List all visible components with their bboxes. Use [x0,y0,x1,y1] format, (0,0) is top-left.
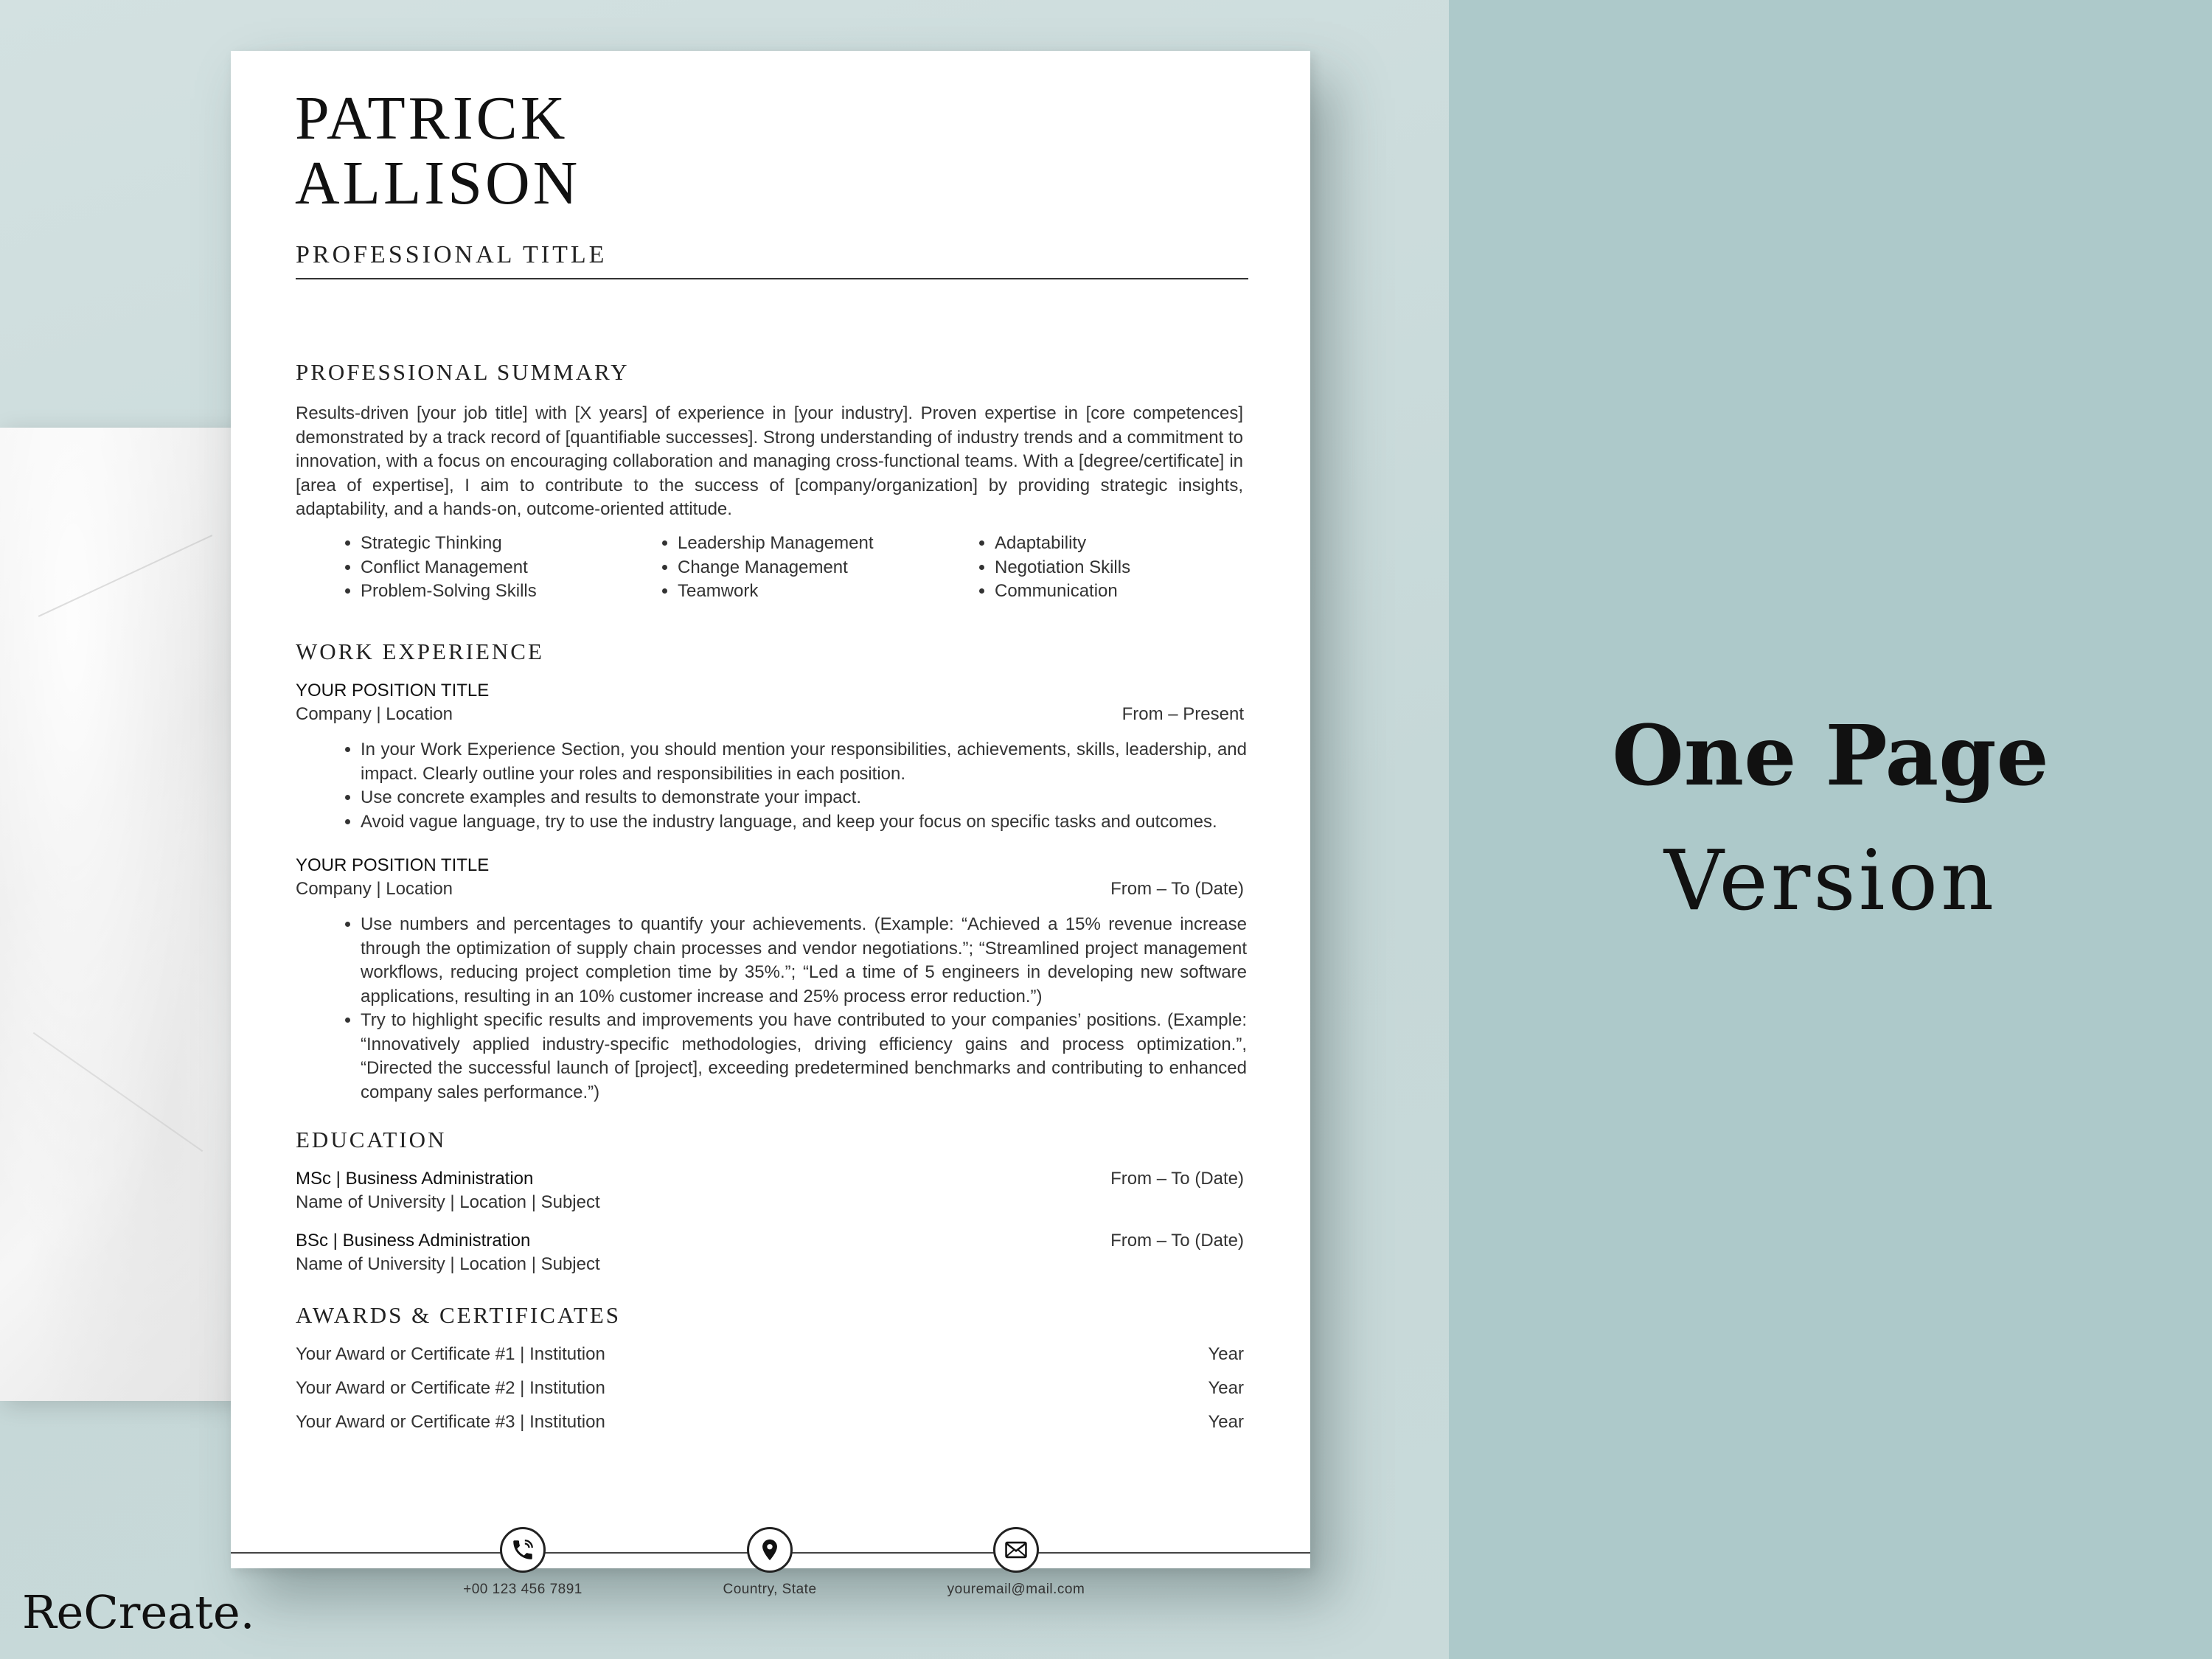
award-year: Year [1208,1412,1244,1432]
award-year: Year [1208,1344,1244,1364]
skill-item: • Leadership Management [678,532,930,556]
award-item [296,1378,1244,1399]
award-item [296,1412,1244,1433]
award-year: Year [1208,1378,1244,1398]
award-item [296,1344,1244,1365]
contact-phone-text: +00 123 456 7891 [463,1582,582,1597]
brand-logo-text: ReCreate. [22,1585,255,1639]
skills-list [296,532,1247,604]
education-item [296,1231,1244,1251]
education-dates: From – To (Date) [1110,1169,1244,1189]
education-dates: From – To (Date) [1110,1231,1244,1251]
job-bullet: • Use numbers and percentages to quantify your achievements. (Example: “Achieved a 15% revenue increase through the optimization of supply chain processes and vendor negotiations.”; “Streamlined project management workflows, reducing project completion time by 35%.”; “Led a time of 5 engineers in developing new software applications, resulting in an 10% customer increase and 25% process error reduction.”) [361,913,1247,1009]
resume-name [295,86,580,216]
awards-heading: AWARDS & CERTIFICATES [296,1302,622,1328]
skills-column-3 [930,532,1247,604]
job-meta [296,704,1244,725]
summary-heading: PROFESSIONAL SUMMARY [296,359,630,385]
education-heading: EDUCATION [296,1127,447,1152]
education-degree: MSc | Business Administration [296,1169,534,1189]
professional-title: PROFESSIONAL TITLE [296,241,608,268]
job-company: Company | Location [296,704,453,724]
contact-location [674,1527,866,1598]
job-dates: From – To (Date) [1110,879,1244,899]
marble-backdrop [0,428,243,1401]
education-school-line [296,1192,1244,1213]
contact-email-text: youremail@mail.com [947,1582,1085,1597]
right-panel [1449,0,2212,1659]
job-bullets [296,738,1247,834]
skills-column-2 [613,532,930,604]
summary-text: Results-driven [your job title] with [X years] of experience in [your industry]. Proven expertise in [core competences] demonstrated by a track record of [quantifiable successes]. Strong understanding of industry trends and a commitment to innovation, with a focus on encouraging collaboration and managing cross-functional teams. With a [degree/certificate] in [area of expertise], I aim to contribute to the success of [company/organization] by providing strategic insights, adaptability, and a hands-on, outcome-oriented attitude. [296,403,1243,519]
education-degree: BSc | Business Administration [296,1231,531,1251]
title-divider [296,278,1248,279]
award-name: Your Award or Certificate #2 | Institution [296,1378,605,1398]
contact-location-text: Country, State [723,1582,817,1597]
job-bullet: • Avoid vague language, try to use the industry language, and keep your focus on specific tasks and outcomes. [361,810,1247,835]
job-dates: From – Present [1121,704,1244,724]
skill-item: • Strategic Thinking [361,532,613,556]
location-pin-icon [747,1527,793,1573]
award-name: Your Award or Certificate #3 | Institution [296,1412,605,1432]
contact-email [920,1527,1112,1598]
job-bullets [296,913,1247,1105]
skill-item: • Problem-Solving Skills [361,580,613,604]
work-heading: WORK EXPERIENCE [296,639,544,664]
skill-item: • Adaptability [995,532,1247,556]
skill-item: • Conflict Management [361,556,613,580]
job-company: Company | Location [296,879,453,899]
education-school: Name of University | Location | Subject [296,1192,600,1212]
skill-item: • Negotiation Skills [995,556,1247,580]
skill-item: • Communication [995,580,1247,604]
job-title: YOUR POSITION TITLE [296,681,490,700]
promo-line-2: Version [1663,833,1997,929]
resume-page [231,51,1310,1597]
contact-phone [427,1527,619,1598]
job-bullet: • In your Work Experience Section, you should mention your responsibilities, achievements, skills, leadership, and impact. Clearly outline your roles and responsibilities in each position. [361,738,1247,786]
promo-line-1: One Page [1612,708,2049,804]
education-school: Name of University | Location | Subject [296,1254,600,1274]
name-first: PATRICK [295,84,568,153]
skill-item: • Change Management [678,556,930,580]
education-school-line [296,1254,1244,1275]
phone-icon [500,1527,546,1573]
job-bullet: • Use concrete examples and results to demonstrate your impact. [361,786,1247,810]
education-item [296,1169,1244,1189]
envelope-icon [993,1527,1039,1573]
skill-item: • Teamwork [678,580,930,604]
job-title: YOUR POSITION TITLE [296,855,490,875]
job-bullet: • Try to highlight specific results and improvements you have contributed to your companies’ positions. (Example: “Innovatively applied industry-specific methodologies, driving efficiency gains and process optimization.”, “Directed the successful launch of [project], exceeding predetermined benchmarks and contributing to enhanced company sales performance.”) [361,1009,1247,1105]
award-name: Your Award or Certificate #1 | Institution [296,1344,605,1364]
job-meta [296,879,1244,900]
name-last: ALLISON [295,149,581,218]
skills-column-1 [296,532,613,604]
